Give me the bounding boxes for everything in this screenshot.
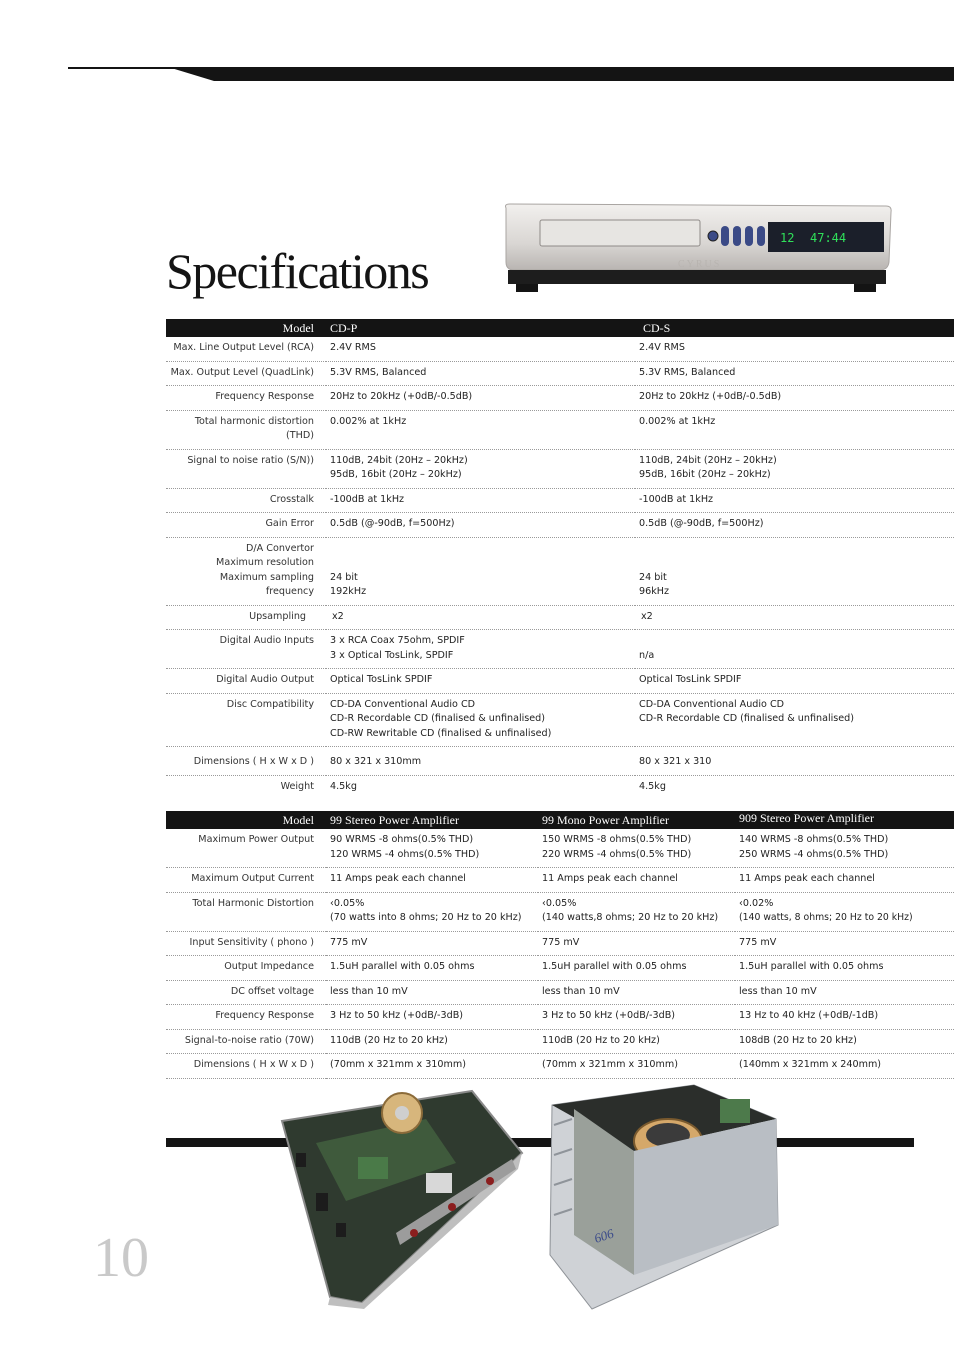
- table-row: [166, 980, 954, 1005]
- table-row: [166, 537, 954, 605]
- page-title: Specifications: [166, 243, 429, 299]
- table-row: [166, 669, 954, 694]
- spec-value: 150 WRMS -8 ohms(0.5% THD) 220 WRMS -4 ohms(0.5% THD): [538, 829, 735, 868]
- spec-value: Optical TosLink SPDIF: [635, 669, 954, 694]
- spec-value: (70mm x 321mm x 310mm): [538, 1054, 735, 1079]
- spec-value: 775 mV: [538, 931, 735, 956]
- spec-value: 80 x 321 x 310: [635, 747, 954, 776]
- spec-value: 1.5uH parallel with 0.05 ohms: [538, 956, 735, 981]
- table-row: [166, 693, 954, 747]
- top-rule: [68, 67, 954, 81]
- mono-99-header: 99 Mono Power Amplifier: [538, 811, 735, 829]
- table-row: [166, 410, 954, 449]
- cd-s-header: CD-S: [635, 319, 954, 337]
- spec-value: 11 Amps peak each channel: [326, 868, 538, 893]
- model-header: Model: [166, 811, 326, 829]
- spec-value: CD-DA Conventional Audio CD CD-R Recordable CD (finalised & unfinalised): [635, 693, 954, 747]
- spec-value: 775 mV: [735, 931, 954, 956]
- table-row: [166, 829, 954, 868]
- spec-label: Total harmonic distortion (THD): [166, 410, 326, 449]
- spec-value: 4.5kg: [639, 780, 666, 792]
- spec-value: less than 10 mV: [735, 980, 954, 1005]
- spec-value: 0.002% at 1kHz: [635, 410, 954, 449]
- cd-spec-header: [166, 319, 954, 337]
- spec-label: Digital Audio Output: [166, 669, 326, 694]
- spec-label: Input Sensitivity ( phono ): [166, 931, 326, 956]
- spec-value: 80 x 321 x 310mm: [326, 747, 635, 776]
- spec-value: 11 Amps peak each channel: [735, 868, 954, 893]
- table-row: [166, 630, 954, 669]
- spec-value: 110dB (20 Hz to 20 kHz): [326, 1029, 538, 1054]
- spec-value: 3 Hz to 50 kHz (+0dB/-3dB): [538, 1005, 735, 1030]
- spec-value: 1.5uH parallel with 0.05 ohms: [326, 956, 538, 981]
- spec-value: Optical TosLink SPDIF: [326, 669, 635, 694]
- spec-label: Dimensions ( H x W x D ): [166, 1054, 326, 1079]
- spec-label: Dimensions ( H x W x D ): [166, 747, 326, 776]
- spec-label: Max. Line Output Level (RCA): [166, 337, 326, 361]
- spec-value: less than 10 mV: [538, 980, 735, 1005]
- spec-value: 4.5kg: [330, 780, 357, 792]
- spec-label: Weight: [280, 780, 314, 792]
- spec-value: 24 bit 192kHz: [326, 537, 635, 605]
- spec-label: Frequency Response: [166, 1005, 326, 1030]
- spec-label: D/A Convertor Maximum resolution Maximum sampling frequency: [166, 537, 326, 605]
- spec-value: 5.3V RMS, Balanced: [326, 361, 635, 386]
- mono-amp-photo: [544, 1075, 780, 1311]
- spec-label: Crosstalk: [166, 488, 326, 513]
- table-row: [166, 513, 954, 538]
- table-row: [166, 892, 954, 931]
- spec-value: ‹0.05% (70 watts into 8 ohms; 20 Hz to 20 kHz): [326, 892, 538, 931]
- table-row: [166, 386, 954, 411]
- spec-value: 1.5uH parallel with 0.05 ohms: [735, 956, 954, 981]
- table-row: [166, 868, 954, 893]
- spec-label: Total Harmonic Distortion: [166, 892, 326, 931]
- spec-label: Digital Audio Inputs: [166, 630, 326, 669]
- spec-label: DC offset voltage: [166, 980, 326, 1005]
- table-row: [166, 956, 954, 981]
- table-row: [166, 1005, 954, 1030]
- amp-spec-header: [166, 811, 954, 829]
- spec-value: 0.5dB (@-90dB, f=500Hz): [326, 513, 635, 538]
- spec-value: 24 bit 96kHz: [635, 537, 954, 605]
- spec-value: 775 mV: [326, 931, 538, 956]
- spec-label: Disc Compatibility: [166, 693, 326, 747]
- table-row: [166, 337, 954, 361]
- cd-brand-logo: CYRUS: [678, 259, 722, 270]
- spec-label: Signal to noise ratio (S/N)): [166, 449, 326, 488]
- spec-value: 140 WRMS -8 ohms(0.5% THD) 250 WRMS -4 ohms(0.5% THD): [735, 829, 954, 868]
- spec-label: Upsampling: [166, 605, 326, 630]
- spec-value: -100dB at 1kHz: [635, 488, 954, 513]
- spec-value: 3 x RCA Coax 75ohm, SPDIF 3 x Optical TosLink, SPDIF: [326, 630, 635, 669]
- spec-value: ‹0.02% (140 watts, 8 ohms; 20 Hz to 20 kHz): [735, 892, 954, 931]
- table-row: [166, 488, 954, 513]
- spec-value: 11 Amps peak each channel: [538, 868, 735, 893]
- spec-value: ‹0.05% (140 watts,8 ohms; 20 Hz to 20 kHz): [538, 892, 735, 931]
- spec-value: 20Hz to 20kHz (+0dB/-0.5dB): [635, 386, 954, 411]
- table-row: [166, 1029, 954, 1054]
- cd-display-time: 47:44: [810, 231, 847, 245]
- spec-value: 108dB (20 Hz to 20 kHz): [735, 1029, 954, 1054]
- spec-value: 3 Hz to 50 kHz (+0dB/-3dB): [326, 1005, 538, 1030]
- spec-value: 20Hz to 20kHz (+0dB/-0.5dB): [326, 386, 635, 411]
- cd-p-header: CD-P: [326, 319, 635, 337]
- table-row: [166, 605, 954, 630]
- table-row: [166, 449, 954, 488]
- spec-label: Maximum Output Current: [166, 868, 326, 893]
- spec-value: 110dB (20 Hz to 20 kHz): [538, 1029, 735, 1054]
- cd-display-track: 12: [780, 231, 795, 245]
- cd-player-photo: [500, 200, 894, 300]
- amp-spec-table: [166, 811, 954, 1079]
- spec-value: 90 WRMS -8 ohms(0.5% THD) 120 WRMS -4 ohms(0.5% THD): [326, 829, 538, 868]
- spec-value: 2.4V RMS: [635, 337, 954, 361]
- stereo-909-header: 909 Stereo Power Amplifier: [735, 811, 954, 829]
- spec-value: CD-DA Conventional Audio CD CD-R Recordable CD (finalised & unfinalised) CD-RW Rewritable CD (finalised & unfinalised): [326, 693, 635, 747]
- spec-value: 110dB, 24bit (20Hz – 20kHz) 95dB, 16bit (20Hz – 20kHz): [326, 449, 635, 488]
- spec-value: less than 10 mV: [326, 980, 538, 1005]
- spec-label: Output Impedance: [166, 956, 326, 981]
- spec-label: Frequency Response: [166, 386, 326, 411]
- spec-label: Signal-to-noise ratio (70W): [166, 1029, 326, 1054]
- page-number: 10: [93, 1227, 149, 1289]
- spec-value: 110dB, 24bit (20Hz – 20kHz) 95dB, 16bit (20Hz – 20kHz): [635, 449, 954, 488]
- spec-value: 2.4V RMS: [326, 337, 635, 361]
- spec-label: Gain Error: [166, 513, 326, 538]
- spec-value: 13 Hz to 40 kHz (+0dB/-1dB): [735, 1005, 954, 1030]
- stereo-amp-photo: [276, 1083, 526, 1309]
- spec-value: x2: [635, 605, 954, 630]
- spec-value: 5.3V RMS, Balanced: [635, 361, 954, 386]
- spec-value: 0.5dB (@-90dB, f=500Hz): [635, 513, 954, 538]
- spec-value: n/a: [635, 630, 954, 669]
- amp-model-mark: 606: [592, 1225, 616, 1246]
- model-header: Model: [166, 319, 326, 337]
- spec-value: (140mm x 321mm x 240mm): [735, 1054, 954, 1079]
- spec-value: x2: [326, 605, 635, 630]
- stereo-99-header: 99 Stereo Power Amplifier: [326, 811, 538, 829]
- spec-value: 0.002% at 1kHz: [326, 410, 635, 449]
- spec-label: Maximum Power Output: [166, 829, 326, 868]
- table-row: [166, 361, 954, 386]
- spec-label: Max. Output Level (QuadLink): [166, 361, 326, 386]
- table-row: [166, 775, 954, 799]
- cd-spec-table: [166, 319, 954, 799]
- spec-value: -100dB at 1kHz: [326, 488, 635, 513]
- spec-value: (70mm x 321mm x 310mm): [326, 1054, 538, 1079]
- table-row: [166, 931, 954, 956]
- table-row: [166, 747, 954, 776]
